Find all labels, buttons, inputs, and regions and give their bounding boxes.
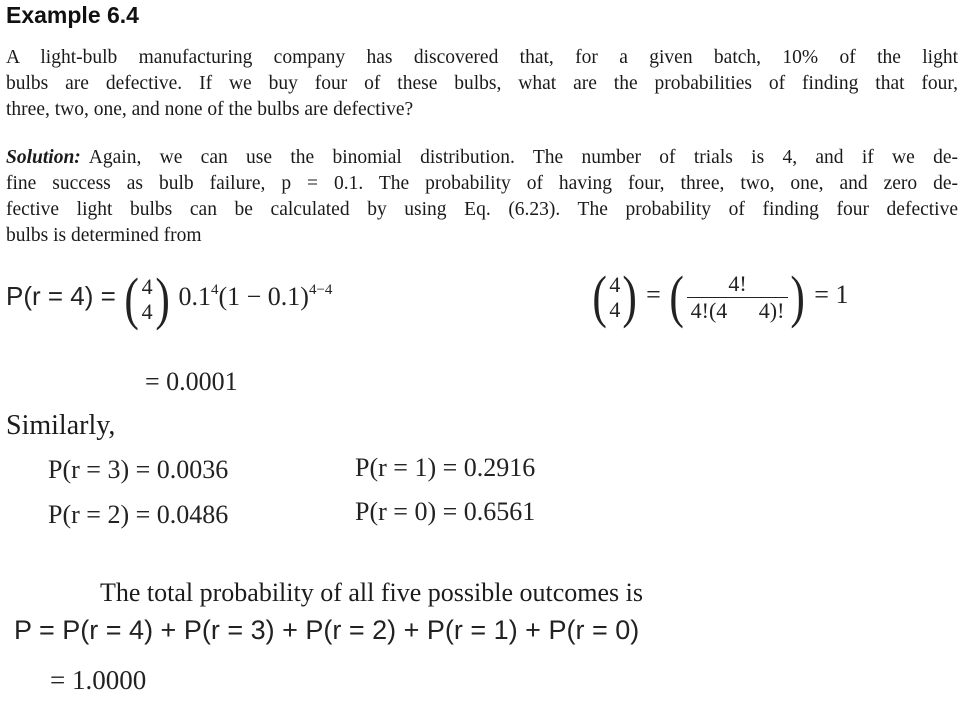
side-fraction-group <box>667 264 807 329</box>
binomial-bottom: 4 <box>609 297 621 322</box>
left-paren: ( <box>669 264 685 329</box>
solution-paragraph <box>6 145 958 249</box>
total-sentence: The total probability of all five possible outcomes is <box>100 578 644 607</box>
solution-text: Again, we can use the binomial distribution. The number of trials is 4, and if we de- <box>88 147 958 168</box>
problem-line: bulbs are defective. If we buy four of these bulbs, what are the probabilities of finding that four, <box>6 73 958 94</box>
equation-p3: P(r = 3) = 0.0036 <box>48 455 229 484</box>
problem-line: three, two, one, and none of the bulbs are defective? <box>6 99 414 120</box>
solution-line: fine success as bulb failure, p = 0.1. The probability of having four, three, two, one, and zero de- <box>6 173 958 194</box>
fraction-numerator: 4! <box>728 270 747 296</box>
binomial-bottom: 4 <box>141 299 153 324</box>
fraction-denominator: 4!(4 4)! <box>690 297 785 323</box>
problem-statement <box>6 45 958 123</box>
binomial-top: 4 <box>141 274 153 299</box>
equation-lhs: P(r = 4) = <box>6 280 116 311</box>
left-paren: ( <box>592 264 607 329</box>
solution-label: Solution: <box>6 147 81 168</box>
solution-line <box>6 145 958 171</box>
factorial-fraction <box>687 271 789 324</box>
equation-p1: P(r = 1) = 0.2916 <box>355 453 536 482</box>
factor-exponent: 4−4 <box>308 281 333 298</box>
equation-p0: P(r = 0) = 0.6561 <box>355 497 536 526</box>
equation-p4-result: = 0.0001 <box>145 367 238 396</box>
probability-term: 0.1 <box>178 281 211 311</box>
solution-line: fective light bulbs can be calculated by using Eq. (6.23). The probability of finding four defective <box>6 199 958 220</box>
equation-p4 <box>6 266 333 331</box>
side-binomial <box>590 264 640 329</box>
side-equals: = <box>646 279 661 309</box>
similarly-label: Similarly, <box>6 410 116 441</box>
complement-factor: (1 − 0.1) <box>218 281 309 311</box>
binomial-stack <box>609 272 620 322</box>
equation-p2: P(r = 2) = 0.0486 <box>48 500 229 529</box>
total-result: = 1.0000 <box>50 665 147 695</box>
side-equation <box>590 264 849 329</box>
left-paren: ( <box>124 266 140 331</box>
right-paren: ) <box>790 264 806 329</box>
example-title: Example 6.4 <box>6 2 139 28</box>
binomial-top: 4 <box>609 272 621 297</box>
total-sum-equation: P = P(r = 4) + P(r = 3) + P(r = 2) + P(r = 1) + P(r = 0) <box>14 615 640 645</box>
right-paren: ) <box>622 264 638 329</box>
binomial-stack <box>142 274 153 324</box>
term-exponent: 4 <box>210 281 219 298</box>
solution-line: bulbs is determined from <box>6 225 202 246</box>
side-result: = 1 <box>814 279 849 309</box>
right-paren: ) <box>155 266 170 331</box>
problem-line: A light-bulb manufacturing company has discovered that, for a given batch, 10% of the light <box>6 47 958 68</box>
binomial-coefficient <box>122 266 172 331</box>
